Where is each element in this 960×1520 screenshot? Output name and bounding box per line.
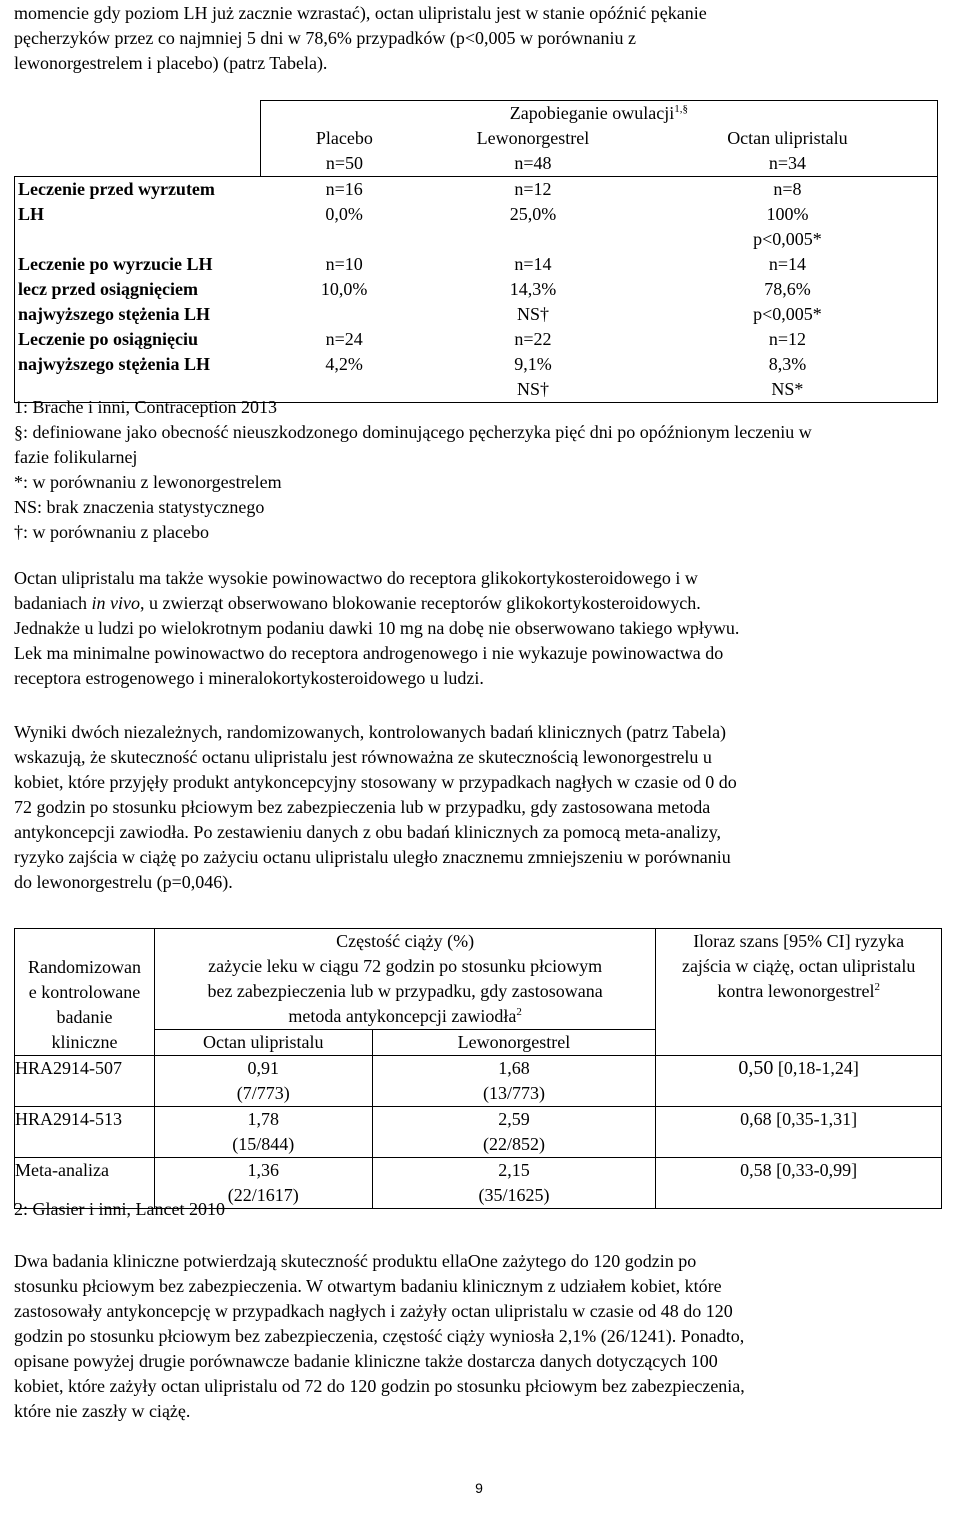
table-cell: 1,36 (22/1617) <box>154 1158 372 1209</box>
table-cell: n=12 8,3% NS* <box>638 327 938 403</box>
odds-ratio-cell: 0,58 [0,33-0,99] <box>656 1158 942 1209</box>
table1-empty-corner <box>15 101 261 127</box>
pregnancy-rate-table <box>14 928 942 1209</box>
table-cell: 1,78 (15/844) <box>154 1107 372 1158</box>
table1-header: Zapobieganie owulacji$^{1,\S}$ <box>260 101 937 127</box>
table-cell: n=16 0,0% <box>260 177 428 253</box>
footnote: fazie folikularnej <box>14 447 138 467</box>
study-name: HRA2914-507 <box>15 1056 155 1107</box>
table-cell: 0,91 (7/773) <box>154 1056 372 1107</box>
intro-line: lewonorgestrelem i placebo) (patrz Tabela). <box>14 53 328 73</box>
row-label-after-peak: Leczenie po osiągnięciu najwyższego stężenia LH <box>15 327 261 403</box>
table1-footnotes <box>14 395 944 545</box>
footnote: *: w porównaniu z lewonorgestrelem <box>14 472 282 492</box>
row-label-before-lh: Leczenie przed wyrzutem LH <box>15 177 261 253</box>
col-header-odds-ratio: Iloraz szans [95% CI] ryzyka zajścia w ciążę, octan ulipristalu kontra lewonorgestrel$^2$ <box>656 929 942 1056</box>
row-label-after-lh-surge: Leczenie po wyrzucie LH lecz przed osiągnięciem najwyższego stężenia LH <box>15 252 261 327</box>
intro-line: pęcherzyków przez co najmniej 5 dni w 78,6% przypadków (p<0,005 w porównaniu z <box>14 28 636 48</box>
ovulation-table <box>14 100 938 403</box>
table-cell: 2,59 (22/852) <box>372 1107 656 1158</box>
study-name: HRA2914-513 <box>15 1107 155 1158</box>
col-header-pregnancy-rate: Częstość ciąży (%) zażycie leku w ciągu 72 godzin po stosunku płciowym bez zabezpieczenia lub w przypadku, gdy zastosowana metoda antykoncepcji zawiodła$^2$ <box>154 929 655 1030</box>
glucocorticoid-paragraph: Octan ulipristalu ma także wysokie powinowactwo do receptora glikokortykosteroidowego i w badaniach in vivo, u zwierząt obserwowano blokowanie receptorów glikokortykosteroidowych. Jednakże u ludzi po wielokrotnym podaniu dawki 10 mg na dobę nie obserwowano takiego wpływu. Lek ma minimalne powinowactwo do receptora androgenowego i nie wykazuje powinowactwa do receptora estrogenowego i mineralokortykosteroidowego u ludzi. <box>14 568 740 688</box>
trials-paragraph: Wyniki dwóch niezależnych, randomizowanych, kontrolowanych badań klinicznych (patrz Tabela) wskazują, że skuteczność octanu ulipristalu jest równoważna ze skutecznością lewonorgestrelu u kobiet, które przyjęły produkt antykoncepcyjny stosowany w przypadkach nagłych w czasie od 0 do 72 godzin po stosunku płciowym bez zabezpieczenia lub w przypadku, gdy zastosowana metoda antykoncepcji zawiodła. Po zestawieniu danych z obu badań klinicznych za pomocą meta-analizy, ryzyko zajścia w ciążę po zażyciu octanu ulipristalu uległo znacznemu zmniejszeniu w porównaniu do lewonorgestrelu (p=0,046). <box>14 722 737 892</box>
col-header-placebo: Placebo n=50 <box>260 126 428 177</box>
subheader-lewonorgestrel: Lewonorgestrel <box>372 1030 656 1056</box>
footnote: §: definiowane jako obecność nieuszkodzonego dominującego pęcherzyka pięć dni po opóźnionym leczeniu w <box>14 422 812 442</box>
col-header-study: Randomizowan e kontrolowane badanie kliniczne <box>15 929 155 1056</box>
table-cell: n=14 14,3% NS† <box>509 254 557 324</box>
table-cell: 1,68 (13/773) <box>372 1056 656 1107</box>
document-page <box>14 0 944 1496</box>
table-cell: n=10 10,0% <box>320 254 368 299</box>
table-cell: 2,15 (35/1625) <box>372 1158 656 1209</box>
subheader-ulipristal: Octan ulipristalu <box>154 1030 372 1056</box>
col-header-ulipristal: Octan ulipristalu n=34 <box>638 126 938 177</box>
table-cell: n=22 9,1% NS† <box>428 327 638 403</box>
study-name: Meta-analiza <box>15 1158 155 1209</box>
col-header-lewonorgestrel: Lewonorgestrel n=48 <box>476 128 590 173</box>
footnote: 1: Brache i inni, Contraception 2013 <box>14 397 277 417</box>
table2-footnote: 2: Glasier i inni, Lancet 2010 <box>14 1199 225 1219</box>
intro-paragraph <box>14 1 944 76</box>
table-cell: n=8 100% p<0,005* <box>638 177 938 253</box>
120h-paragraph: Dwa badania kliniczne potwierdzają skuteczność produktu ellaOne zażytego do 120 godzin po stosunku płciowym bez zabezpieczenia. W otwartym badaniu klinicznym z udziałem kobiet, które zastosowały antykoncepcję w przypadkach nagłych i zażyły octan ulipristalu w czasie od 48 do 120 godzin po stosunku płciowym bez zabezpieczenia, częstość ciąży wyniosła 2,1% (26/1241). Ponadto, opisane powyżej drugie porównawcze badanie kliniczne także dostarcza danych dotyczących 100 kobiet, które zażyły octan ulipristalu od 72 do 120 godzin po stosunku płciowym bez zabezpieczenia, które nie zaszły w ciążę. <box>14 1251 745 1421</box>
table-cell: n=24 4,2% <box>260 327 428 403</box>
footnote: NS: brak znaczenia statystycznego <box>14 497 265 517</box>
table-cell: n=14 78,6% p<0,005* <box>638 252 938 327</box>
footnote: †: w porównaniu z placebo <box>14 522 209 542</box>
odds-ratio-cell: 0,68 [0,35-1,31] <box>656 1107 942 1158</box>
page-number: 9 <box>475 1480 483 1496</box>
intro-line: momencie gdy poziom LH już zacznie wzrastać), octan ulipristalu jest w stanie opóźnić pękanie <box>14 3 707 23</box>
odds-ratio-cell: 0,50 [0,18-1,24] <box>656 1056 942 1107</box>
table-cell: n=12 25,0% <box>428 177 638 253</box>
